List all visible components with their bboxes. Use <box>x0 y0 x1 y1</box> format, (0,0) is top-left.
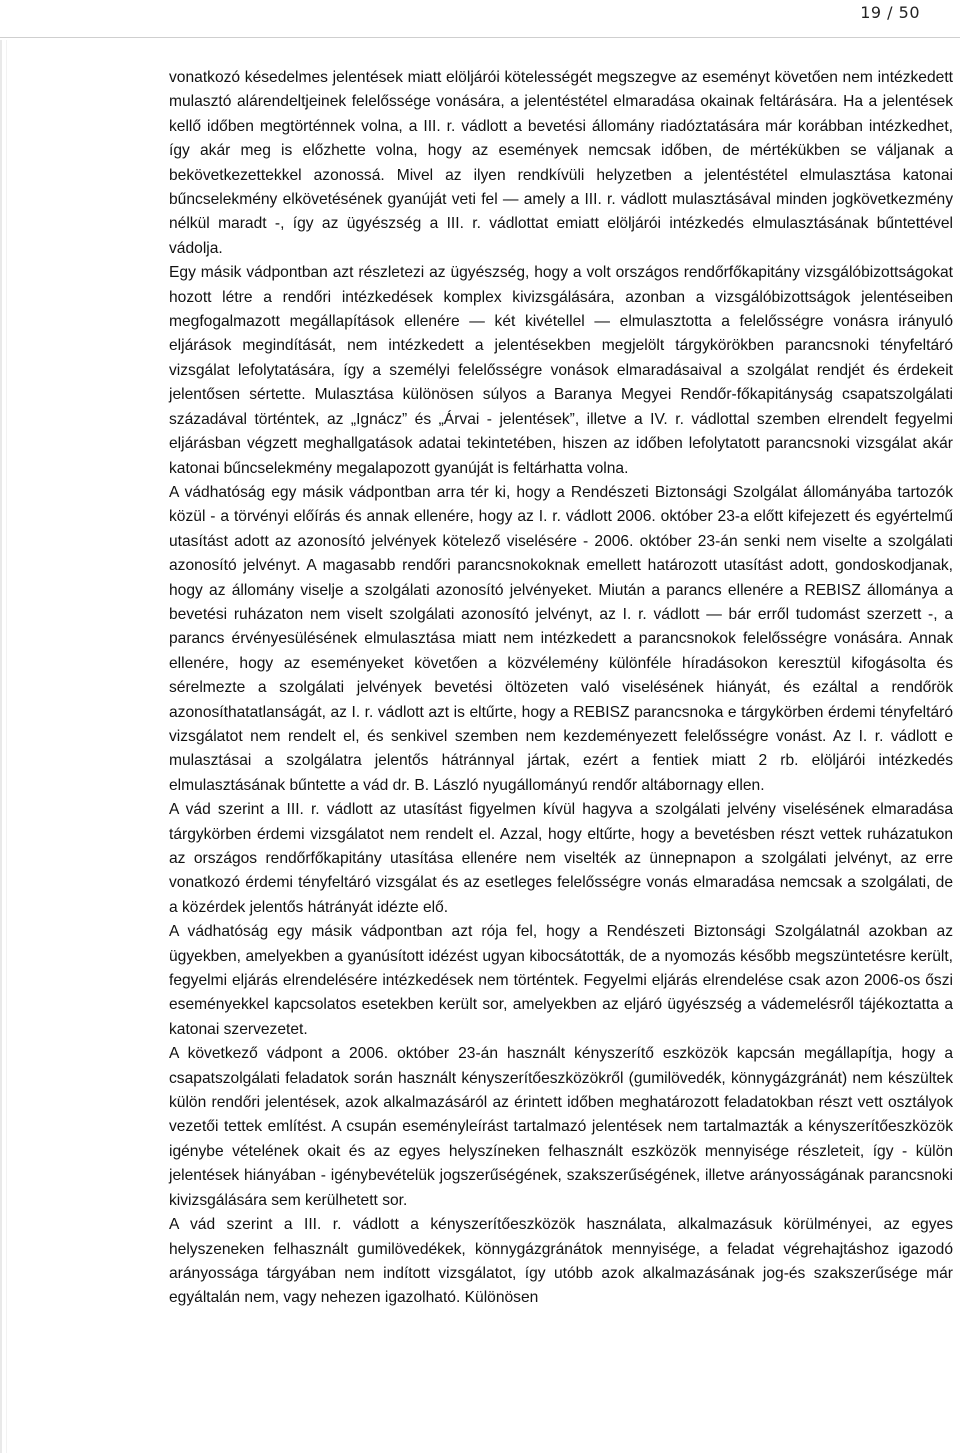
paragraph: A vád szerint a III. r. vádlott az utasítást figyelmen kívül hagyva a szolgálati jelvény viselésének elmaradása tárgykörben érdemi vizsgálatot nem rendelt el. Azzal, hogy eltűrte, hogy a bevetésben részt vettek ruházatukon az országos rendőrfőkapitány utasítása ellenére nem viselték az ünnepnapon a szolgálati jelvényt, az erre vonatkozó érdemi tényfeltáró vizsgálat és az esetleges felelősségre vonás elmaradása nemcsak a szolgálati, de a közérdek jelentős hátrányát idézte elő. <box>169 801 953 916</box>
paragraph: vonatkozó késedelmes jelentések miatt elöljárói kötelességét megszegve az eseményt követően nem intézkedett mulasztó alárendeltjeinek felelőssége vonására, a jelentéstétel elmaradása okainak feltárására. Ha a jelentések kellő időben megtörténnek volna, a III. r. vádlott a bevetési állomány riadóztatására már korábban intézkedhet, így akár meg is előzhette volna, hogy az események nemcsak időben, de mértékükben se váljanak a bekövetkezettekkel azonossá. Mivel az ilyen rendkívüli helyzetben a jelentéstétel elmulasztása katonai bűncselekmény elkövetésének gyanúját veti fel — amely a III. r. vádlott mulasztásával minden jogkövetkezmény nélkül maradt -, így az ügyészség a III. r. vádlottat emiatt elöljárói intézkedés elmulasztásának bűntettével vádolja. <box>169 69 953 257</box>
paragraph: A vádhatóság egy másik vádpontban arra tér ki, hogy a Rendészeti Biztonsági Szolgálat állományába tartozók közül - a törvényi előírás és annak ellenére, hogy az I. r. vádlott 2006. október 23-a előtt kifejezett és egyértelmű utasítást adott az azonosító jelvények kötelező viselésére - 2006. október 23-án senki nem viselte a szolgálati azonosító jelvényt. A magasabb rendőri parancsnokoknak emellett határozott utasítást adott, gondoskodjanak, hogy az állomány viselje a szolgálati azonosító jelvényeket. Miután a parancs ellenére a REBISZ állománya a bevetési ruházaton nem viselt szolgálati azonosító jelvényt, az I. r. vádlott — bár erről tudomást szerzett -, a parancs érvényesülésének elmulasztása miatt nem intézkedett a parancsnokok felelősségre vonására. Annak ellenére, hogy az eseményeket követően a közvélemény különféle híradásokon keresztül kifogásolta és sérelmezte a szolgálati jelvények bevetési öltözeten való viselésének hiányát, és ezáltal a rendőrök azonosíthatatlanságát, az I. r. vádlott azt is eltűrte, hogy a REBISZ parancsnoka e tárgykörben érdemi tényfeltáró vizsgálatot nem rendelt el, és senkivel szemben nem kezdeményezett felelősségre vonást. Az I. r. vádlott e mulasztásai a szolgálatra jelentős hátránnyal jártak, ezért a fentiek miatt 2 rb. elöljárói intézkedés elmulasztásának bűntette a vád dr. B. László nyugállományú rendőr altábornagy ellen. <box>169 483 953 794</box>
paragraph: Egy másik vádpontban azt részletezi az ügyészség, hogy a volt országos rendőrfőkapitány vizsgálóbizottságokat hozott létre a rendőri intézkedések komplex kivizsgálására, azonban a vizsgálóbizottságok jelentéseiben megfogalmazott megállapítások ellenére — két kivétellel — elmulasztotta a felelősségre vonásra irányuló eljárások megindítását, nem intézkedett a jelentésekben megjelölt tárgykörökben parancsnoki tényfeltáró vizsgálat lefolytatására, így a személyi felelősségre vonások elmaradásaival a szolgálat rendjét és érdekeit jelentősen sértette. Mulasztása különösen súlyos a Baranya Megyei Rendőr-főkapitányság csapatszolgálati századával történtek, az „Ignácz” és „Árvai - jelentések”, illetve a IV. r. vádlottal szemben elrendelt fegyelmi eljárásban végzett meghallgatások adatai tekintetében, hiszen az időben lefolytatott parancsnoki vizsgálat akár katonai bűncselekmény megalapozott gyanúját is feltárhatta volna. <box>169 264 953 477</box>
header-divider <box>0 37 960 38</box>
paragraph: A következő vádpont a 2006. október 23-án használt kényszerítő eszközök kapcsán megállapítja, hogy a csapatszolgálati feladatok során használt kényszerítőeszközökről (gumilövedék, könnygázgránát) nem készültek külön rendőri jelentések, azok alkalmazásáról az érintett időben meghatározott feladatokban részt vett osztályok vezetői tettek említést. A csupán eseményleírást tartalmazó jelentések nem tartalmazták a kényszerítőeszközök igénybe vételének okait és az egyes helyszíneken felhasznált eszközök mennyisége részleteit, így - külön jelentések hiányában - igénybevételük jogszerűségének, szakszerűségének, illetve arányosságának parancsnoki kivizsgálására sem kerülhetett sor. <box>169 1045 953 1209</box>
left-border <box>0 40 2 1453</box>
paragraph: A vád szerint a III. r. vádlott a kényszerítőeszközök használata, alkalmazásuk körülményei, az egyes helyszeneken felhasznált gumilövedékek, könnygázgránátok mennyisége, a feladat végrehajtáshoz igazodó arányossága tárgyában nem indított vizsgálatot, így utóbb azok alkalmazásának jog-és szakszerűsége már egyáltalán nem, vagy nehezen igazolható. Különösen <box>169 1216 953 1307</box>
document-body <box>169 66 953 1311</box>
page-header <box>0 0 960 38</box>
left-border-inner <box>6 40 7 1453</box>
paragraph: A vádhatóság egy másik vádpontban azt rója fel, hogy a Rendészeti Biztonsági Szolgálatnál azokban az ügyekben, amelyekben a gyanúsított idézést ugyan kibocsátották, de a nyomozás később megszüntetésre került, fegyelmi eljárás elrendelésére intézkedések nem történtek. Fegyelmi eljárás elrendelése csak azon 2006-os őszi eseményekkel kapcsolatos esetekben került sor, amelyekben az eljáró ügyészség a vádemelésről tájékoztatta a katonai szervezetet. <box>169 923 953 1038</box>
page-number: 19 / 50 <box>860 3 920 22</box>
